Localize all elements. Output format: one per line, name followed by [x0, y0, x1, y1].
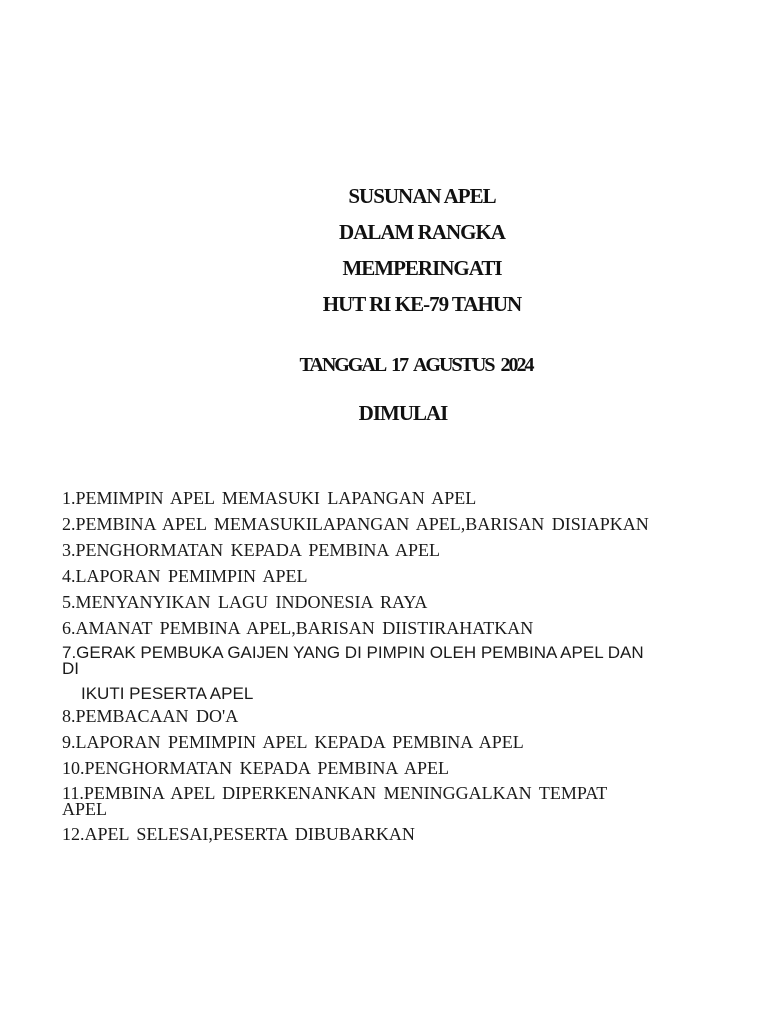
agenda-item-12: 12.APEL SELESAI,PESERTA DIBUBARKAN: [62, 824, 415, 844]
agenda-item-1: 1.PEMIMPIN APEL MEMASUKI LAPANGAN APEL: [62, 488, 477, 508]
event-date: TANGGAL 17 AGUSTUS 2024: [299, 354, 533, 376]
title-line-1: SUSUNAN APEL: [348, 184, 496, 208]
agenda-item-3: 3.PENGHORMATAN KEPADA PEMBINA APEL: [62, 540, 440, 560]
title-line-4: HUT RI KE-79 TAHUN: [322, 292, 522, 316]
title-line-2: DALAM RANGKA: [339, 220, 505, 244]
title-line-3: MEMPERINGATI: [342, 256, 502, 280]
agenda-item-11: [62, 785, 712, 825]
agenda-item-4: 4.LAPORAN PEMIMPIN APEL: [62, 566, 308, 586]
agenda-item-6: 6.AMANAT PEMBINA APEL,BARISAN DIISTIRAHATKAN: [62, 618, 534, 638]
agenda-item-5: 5.MENYANYIKAN LAGU INDONESIA RAYA: [62, 592, 428, 612]
agenda-item-7: [62, 645, 712, 685]
agenda-item-7-text: 7.GERAK PEMBUKA GAIJEN YANG DI PIMPIN OLEH PEMBINA APEL DAN DI: [62, 643, 644, 678]
agenda-item-9: 9.LAPORAN PEMIMPIN APEL KEPADA PEMBINA APEL: [62, 732, 524, 752]
agenda-item-7-continued: IKUTI PESERTA APEL: [81, 684, 254, 703]
agenda-item-2: 2.PEMBINA APEL MEMASUKILAPANGAN APEL,BARISAN DISIAPKAN: [62, 514, 649, 534]
start-heading: DIMULAI: [358, 401, 448, 425]
agenda-list: [62, 489, 712, 851]
agenda-item-10: 10.PENGHORMATAN KEPADA PEMBINA APEL: [62, 758, 449, 778]
agenda-item-8: 8.PEMBACAAN DO'A: [62, 706, 239, 726]
agenda-item-11-text: 11.PEMBINA APEL DIPERKENANKAN MENINGGALKAN TEMPAT APEL: [62, 783, 607, 819]
title-block: [0, 186, 768, 330]
